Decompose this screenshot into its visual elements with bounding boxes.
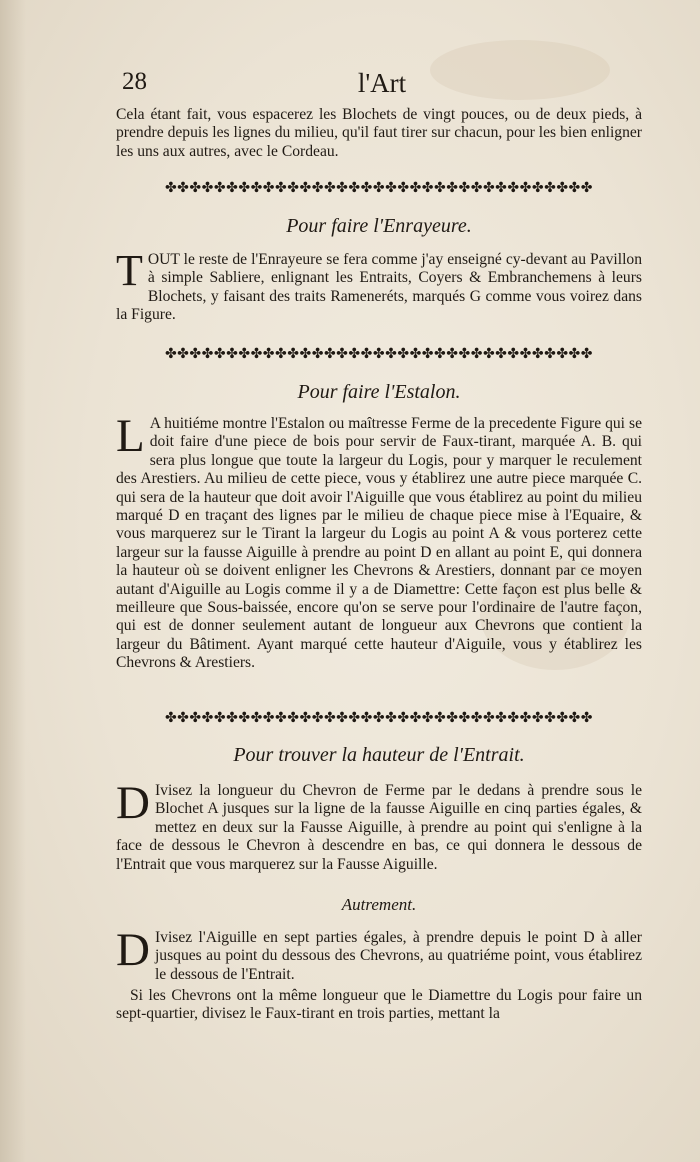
final-paragraph: Si les Chevrons ont la même longueur que le Diamettre du Logis pour faire un sept-quartier, divisez le Faux-tirant en trois parties, mettant la [116,987,642,1023]
drop-cap: D [116,924,150,976]
section-title-autrement: Autrement. [341,895,417,914]
section-title-entrait: Pour trouver la hauteur de l'Entrait. [233,744,525,766]
section-title-estalon: Pour faire l'Estalon. [297,381,461,403]
section-enrayeure-paragraph [116,246,642,325]
paragraph-text: Ivisez la longueur du Chevron de Ferme par le dedans à prendre sous le Blochet A jusques sur la ligne de la fausse Aiguille en cinq parties égales, & mettez en deux sur la Fausse Aiguille, à prendre au point qui s'enligne à la face de dessous le Chevron à descendre en bas, ce qui donnera le dessous de l'Entrait que vous marquerez sur la Fausse Aiguille. [116,782,642,873]
section-autrement-paragraph [116,924,642,984]
running-head: l'Art [357,68,407,98]
page-header [122,68,642,102]
drop-cap: L [116,410,145,462]
paragraph-text: OUT le reste de l'Enrayeure se fera comme j'ay enseigné cy-devant au Pavillon à simple Sabliere, enlignant les Entraits, Coyers & Embranchemens à leurs Blochets, y faisant des traits Rameneréts, marqués G comme vous voirez dans la Figure. [116,251,642,324]
page-number: 28 [122,68,147,95]
section-title-enrayeure: Pour faire l'Enrayeure. [286,215,472,237]
section-entrait-paragraph [116,777,642,874]
page-gutter-shadow [0,0,26,1162]
intro-paragraph: Cela étant fait, vous espacerez les Blochets de vingt pouces, ou de deux pieds, à prendre depuis les lignes du milieu, qu'il faut tirer sur chacun, pour les bien enligner les uns aux autres, avec le Cordeau. [116,106,642,160]
section-estalon-paragraph [116,410,642,673]
ornament-divider: ✤✤✤✤✤✤✤✤✤✤✤✤✤✤✤✤✤✤✤✤✤✤✤✤✤✤✤✤✤✤✤✤✤✤✤ [164,347,594,362]
paragraph-text: A huitiéme montre l'Estalon ou maîtresse Ferme de la precedente Figure qui se doit faire d'une piece de bois pour servir de Faux-tirant, marquée A. B. qui sera plus longue que toute la largeur du Logis, pour y marquer le reculement des Arestiers. Au milieu de cette piece, vous y établirez une autre piece marquée C. qui sera de la hauteur que doit avoir l'Aiguille que vous établirez au point du milieu marqué D en traçant des lignes par le milieu de chaque piece mise à l'Equaire, & vous marquerez sur le Tirant la largeur du Logis au point A & vous porterez cette largeur sur la fausse Aiguille à prendre au point D en allant au point E, qui donnera la hauteur où se doivent enligner les Chevrons & Arestiers, donnant par ce moyen autant d'Aiguille au Logis comme il y a de Diamettre: Cette façon est plus belle & meilleure que Sous-baissée, encore qu'on se serve pour l'ordinaire de l'autre façon, qui est de donner seulement autant de longueur aux Chevrons que contient la largeur du Bâtiment. Ayant marqué cette hauteur d'Aiguile, vous y établirez les Chevrons & Arestiers. [116,415,642,672]
drop-cap: D [116,777,150,829]
ornament-divider: ✤✤✤✤✤✤✤✤✤✤✤✤✤✤✤✤✤✤✤✤✤✤✤✤✤✤✤✤✤✤✤✤✤✤✤ [164,181,594,196]
drop-cap: T [116,246,143,295]
paragraph-text: Ivisez l'Aiguille en sept parties égales, à prendre depuis le point D à aller jusques au point du dessous des Chevrons, au quatriéme point, vous établirez le dessous de l'Entrait. [154,929,642,983]
ornament-divider: ✤✤✤✤✤✤✤✤✤✤✤✤✤✤✤✤✤✤✤✤✤✤✤✤✤✤✤✤✤✤✤✤✤✤✤ [164,711,594,726]
